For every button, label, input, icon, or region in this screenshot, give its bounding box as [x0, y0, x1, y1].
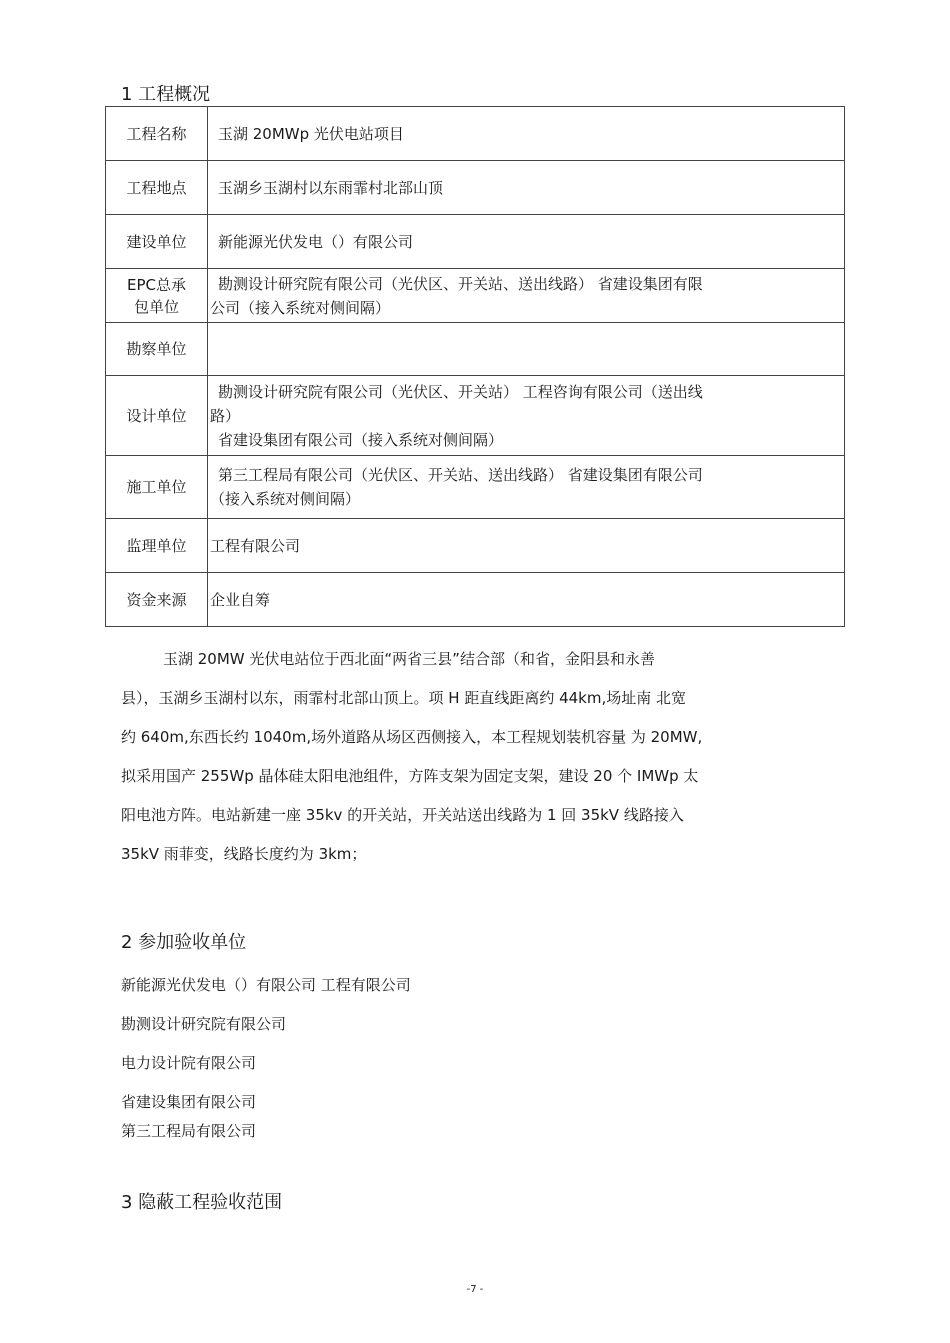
row-value — [208, 323, 845, 376]
list-item: 新能源光伏发电（）有限公司 工程有限公司 — [121, 976, 411, 994]
row-label: 工程名称 — [106, 107, 208, 161]
table-row — [106, 323, 845, 376]
row-label: EPC总承 包单位 — [106, 269, 208, 323]
section-1-title: 1 工程概况 — [121, 84, 211, 105]
row-label: 资金来源 — [106, 573, 208, 627]
project-overview-table — [105, 106, 845, 627]
row-value: 第三工程局有限公司（光伏区、开关站、送出线路） 省建设集团有限公司 （接入系统对侧间隔） — [208, 456, 845, 519]
page-number: -7 - — [466, 1284, 484, 1295]
project-description-paragraph — [121, 640, 841, 874]
row-label: 勘察单位 — [106, 323, 208, 376]
row-value: 勘测设计研究院有限公司（光伏区、开关站） 工程咨询有限公司（送出线 路） 省建设集团有限公司（接入系统对侧间隔） — [208, 376, 845, 456]
paragraph-line: 阳电池方阵。电站新建一座 35kv 的开关站，开关站送出线路为 1 回 35kV 线路接入 — [121, 806, 684, 824]
section-3-title: 3 隐蔽工程验收范围 — [121, 1192, 283, 1213]
row-label: 施工单位 — [106, 456, 208, 519]
acceptance-units-list — [121, 974, 411, 1150]
row-value: 玉湖乡玉湖村以东雨霏村北部山顶 — [208, 161, 845, 215]
list-item: 第三工程局有限公司 — [121, 1122, 257, 1140]
list-item: 勘测设计研究院有限公司 — [121, 1015, 287, 1033]
table-row — [106, 215, 845, 269]
row-value: 玉湖 20MWp 光伏电站项目 — [208, 107, 845, 161]
row-value: 工程有限公司 — [208, 519, 845, 573]
row-label: 监理单位 — [106, 519, 208, 573]
row-label: 建设单位 — [106, 215, 208, 269]
row-value: 新能源光伏发电（）有限公司 — [208, 215, 845, 269]
paragraph-line: 县），玉湖乡玉湖村以东，雨霏村北部山顶上。项 H 距直线距离约 44km,场址南 北宽 — [121, 689, 687, 707]
table-row — [106, 376, 845, 456]
table-row — [106, 456, 845, 519]
list-item: 省建设集团有限公司 — [121, 1093, 257, 1111]
paragraph-line: 约 640m,东西长约 1040m,场外道路从场区西侧接入，本工程规划装机容量 为 20MW, — [121, 728, 703, 746]
paragraph-line: 35kV 雨菲变，线路长度约为 3km； — [121, 845, 367, 863]
row-label: 工程地点 — [106, 161, 208, 215]
row-label: 设计单位 — [106, 376, 208, 456]
paragraph-line: 玉湖 20MW 光伏电站位于西北面“两省三县”结合部（和省，金阳县和永善 — [163, 650, 655, 668]
table-row — [106, 161, 845, 215]
table-row — [106, 107, 845, 161]
table-row — [106, 519, 845, 573]
section-2-title: 2 参加验收单位 — [121, 932, 247, 953]
table-row — [106, 573, 845, 627]
table-row — [106, 269, 845, 323]
list-item: 电力设计院有限公司 — [121, 1054, 257, 1072]
row-value: 勘测设计研究院有限公司（光伏区、开关站、送出线路） 省建设集团有限 公司（接入系统对侧间隔） — [208, 269, 845, 323]
paragraph-line: 拟采用国产 255Wp 晶体硅太阳电池组件，方阵支架为固定支架，建设 20 个 IMWp 太 — [121, 767, 699, 785]
row-value: 企业自筹 — [208, 573, 845, 627]
